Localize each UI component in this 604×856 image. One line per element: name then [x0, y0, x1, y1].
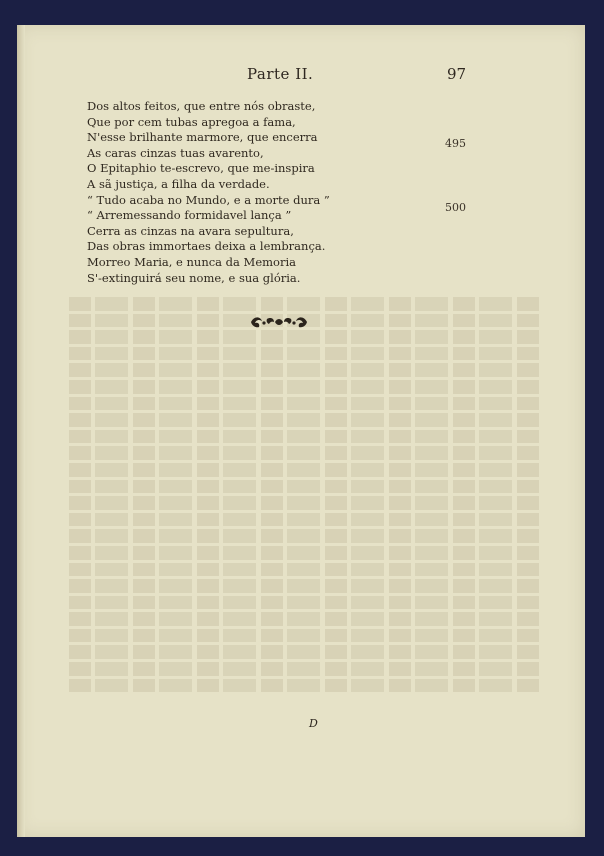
verse-line: A sã justiça, a filha da verdade. [87, 176, 270, 191]
verse-line: “ Arremessando formidavel lança ” [87, 208, 292, 223]
book-page [17, 25, 585, 837]
verse-line: “ Tudo acaba no Mundo, e a morte dura ” [87, 192, 330, 207]
verse-block [87, 99, 487, 286]
verse-line: S'-extinguirá seu nome, e sua glória. [87, 270, 301, 285]
signature-mark: D [309, 717, 318, 730]
verse-line: Que por cem tubas apregoa a fama, [87, 114, 296, 129]
verse-line: O Epitaphio te-escrevo, que me-inspira [87, 161, 315, 176]
floral-ornament-icon [247, 313, 311, 331]
line-number-500: 500 [445, 201, 466, 214]
verse-line: N'esse brilhante marmore, que encerra [87, 130, 318, 145]
verse-line: Dos altos feitos, que entre nós obraste, [87, 99, 316, 113]
running-head: Parte II. [247, 65, 314, 83]
verse-line: Morreo Maria, e nunca da Memoria [87, 254, 296, 269]
verse-line: Das obras immortaes deixa a lembrança. [87, 239, 326, 254]
verse-line: Cerra as cinzas na avara sepultura, [87, 223, 294, 238]
line-number-495: 495 [445, 137, 466, 150]
verse-line: As caras cinzas tuas avarento, [87, 145, 264, 160]
page-gutter [17, 25, 25, 837]
bleed-through-text [69, 297, 539, 695]
page-number: 97 [447, 65, 467, 83]
page-header [17, 65, 585, 87]
